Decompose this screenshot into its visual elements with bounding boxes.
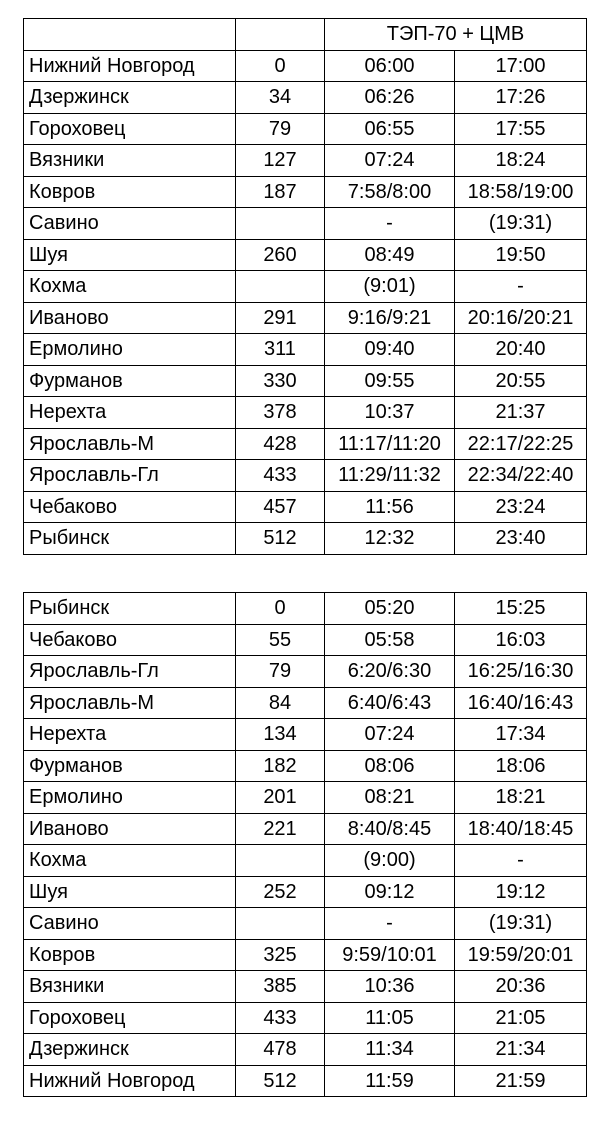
time-train-2: 18:21 <box>455 782 587 814</box>
table-row <box>24 397 587 429</box>
distance-km: 84 <box>236 687 325 719</box>
time-train-1: (9:01) <box>325 271 455 303</box>
time-train-2: 21:59 <box>455 1065 587 1097</box>
time-train-2: - <box>455 845 587 877</box>
time-train-2: 19:12 <box>455 876 587 908</box>
table-row <box>24 876 587 908</box>
time-train-2: 21:37 <box>455 397 587 429</box>
station-name: Ярославль-М <box>24 687 236 719</box>
time-train-1: 11:34 <box>325 1034 455 1066</box>
time-train-2: 18:58/19:00 <box>455 176 587 208</box>
station-name: Ермолино <box>24 782 236 814</box>
station-name: Нерехта <box>24 397 236 429</box>
station-name: Чебаково <box>24 624 236 656</box>
header-km-cell <box>236 19 325 51</box>
time-train-1: 7:58/8:00 <box>325 176 455 208</box>
table-row <box>24 145 587 177</box>
table-row <box>24 523 587 555</box>
time-train-2: 19:59/20:01 <box>455 939 587 971</box>
time-train-1: 11:59 <box>325 1065 455 1097</box>
distance-km: 187 <box>236 176 325 208</box>
time-train-1: 8:40/8:45 <box>325 813 455 845</box>
distance-km: 457 <box>236 491 325 523</box>
station-name: Кохма <box>24 271 236 303</box>
time-train-2: - <box>455 271 587 303</box>
distance-km: 512 <box>236 1065 325 1097</box>
station-name: Ковров <box>24 939 236 971</box>
station-name: Нерехта <box>24 719 236 751</box>
table-row <box>24 491 587 523</box>
table-row <box>24 365 587 397</box>
table-row <box>24 939 587 971</box>
table-row <box>24 1065 587 1097</box>
table-row <box>24 271 587 303</box>
distance-km: 330 <box>236 365 325 397</box>
station-name: Рыбинск <box>24 523 236 555</box>
table-row <box>24 971 587 1003</box>
distance-km <box>236 208 325 240</box>
time-train-2: 18:40/18:45 <box>455 813 587 845</box>
table-row <box>24 208 587 240</box>
time-train-1: 11:29/11:32 <box>325 460 455 492</box>
station-name: Савино <box>24 908 236 940</box>
station-name: Кохма <box>24 845 236 877</box>
table-row <box>24 593 587 625</box>
distance-km: 0 <box>236 593 325 625</box>
time-train-2: 16:03 <box>455 624 587 656</box>
time-train-2: 20:55 <box>455 365 587 397</box>
timetable-rybinsk-to-nizhny <box>23 592 587 1097</box>
station-name: Дзержинск <box>24 1034 236 1066</box>
time-train-2: 18:06 <box>455 750 587 782</box>
station-name: Фурманов <box>24 750 236 782</box>
time-train-1: - <box>325 908 455 940</box>
time-train-2: 23:24 <box>455 491 587 523</box>
time-train-2: 22:34/22:40 <box>455 460 587 492</box>
time-train-2: 21:34 <box>455 1034 587 1066</box>
time-train-2: 20:40 <box>455 334 587 366</box>
distance-km: 79 <box>236 656 325 688</box>
distance-km: 34 <box>236 82 325 114</box>
time-train-2: 16:40/16:43 <box>455 687 587 719</box>
time-train-1: 08:49 <box>325 239 455 271</box>
table-row <box>24 1034 587 1066</box>
distance-km: 378 <box>236 397 325 429</box>
time-train-1: 08:21 <box>325 782 455 814</box>
distance-km: 311 <box>236 334 325 366</box>
station-name: Ярославль-М <box>24 428 236 460</box>
table-row <box>24 750 587 782</box>
station-name: Ермолино <box>24 334 236 366</box>
train-label: ТЭП-70 + ЦМВ <box>325 19 587 51</box>
time-train-2: (19:31) <box>455 208 587 240</box>
time-train-2: 16:25/16:30 <box>455 656 587 688</box>
time-train-2: 17:34 <box>455 719 587 751</box>
table-row <box>24 302 587 334</box>
station-name: Чебаково <box>24 491 236 523</box>
station-name: Ковров <box>24 176 236 208</box>
station-name: Шуя <box>24 876 236 908</box>
table-row <box>24 1002 587 1034</box>
time-train-2: 18:24 <box>455 145 587 177</box>
time-train-2: 17:00 <box>455 50 587 82</box>
station-name: Ярославль-Гл <box>24 656 236 688</box>
station-name: Ярославль-Гл <box>24 460 236 492</box>
table-row <box>24 656 587 688</box>
time-train-2: 15:25 <box>455 593 587 625</box>
table-row <box>24 460 587 492</box>
distance-km: 252 <box>236 876 325 908</box>
distance-km: 433 <box>236 460 325 492</box>
station-name: Иваново <box>24 302 236 334</box>
station-name: Нижний Новгород <box>24 50 236 82</box>
station-name: Иваново <box>24 813 236 845</box>
table-row <box>24 908 587 940</box>
distance-km: 182 <box>236 750 325 782</box>
distance-km: 0 <box>236 50 325 82</box>
time-train-1: 9:59/10:01 <box>325 939 455 971</box>
distance-km: 127 <box>236 145 325 177</box>
time-train-2: 19:50 <box>455 239 587 271</box>
time-train-1: 05:58 <box>325 624 455 656</box>
time-train-2: 21:05 <box>455 1002 587 1034</box>
time-train-1: 06:00 <box>325 50 455 82</box>
distance-km: 428 <box>236 428 325 460</box>
distance-km: 134 <box>236 719 325 751</box>
station-name: Савино <box>24 208 236 240</box>
distance-km: 201 <box>236 782 325 814</box>
table-row <box>24 782 587 814</box>
time-train-2: 23:40 <box>455 523 587 555</box>
time-train-2: (19:31) <box>455 908 587 940</box>
time-train-1: 07:24 <box>325 719 455 751</box>
distance-km: 385 <box>236 971 325 1003</box>
table-row <box>24 113 587 145</box>
time-train-1: 11:17/11:20 <box>325 428 455 460</box>
distance-km: 478 <box>236 1034 325 1066</box>
table-row <box>24 624 587 656</box>
table-row <box>24 813 587 845</box>
time-train-1: 08:06 <box>325 750 455 782</box>
time-train-1: 12:32 <box>325 523 455 555</box>
distance-km: 325 <box>236 939 325 971</box>
time-train-1: 6:20/6:30 <box>325 656 455 688</box>
time-train-1: 09:12 <box>325 876 455 908</box>
time-train-2: 20:36 <box>455 971 587 1003</box>
station-name: Вязники <box>24 145 236 177</box>
table-row <box>24 845 587 877</box>
time-train-1: 9:16/9:21 <box>325 302 455 334</box>
time-train-1: 09:40 <box>325 334 455 366</box>
distance-km <box>236 845 325 877</box>
distance-km <box>236 908 325 940</box>
station-name: Рыбинск <box>24 593 236 625</box>
distance-km: 433 <box>236 1002 325 1034</box>
station-name: Фурманов <box>24 365 236 397</box>
time-train-1: 06:55 <box>325 113 455 145</box>
distance-km <box>236 271 325 303</box>
time-train-1: 6:40/6:43 <box>325 687 455 719</box>
time-train-2: 17:55 <box>455 113 587 145</box>
header-station-cell <box>24 19 236 51</box>
time-train-2: 22:17/22:25 <box>455 428 587 460</box>
time-train-1: 11:56 <box>325 491 455 523</box>
table-row <box>24 719 587 751</box>
distance-km: 291 <box>236 302 325 334</box>
table-row <box>24 176 587 208</box>
table-row <box>24 687 587 719</box>
time-train-1: (9:00) <box>325 845 455 877</box>
time-train-1: 06:26 <box>325 82 455 114</box>
time-train-1: - <box>325 208 455 240</box>
time-train-1: 10:37 <box>325 397 455 429</box>
time-train-1: 11:05 <box>325 1002 455 1034</box>
distance-km: 221 <box>236 813 325 845</box>
station-name: Нижний Новгород <box>24 1065 236 1097</box>
table-row <box>24 239 587 271</box>
distance-km: 260 <box>236 239 325 271</box>
time-train-1: 10:36 <box>325 971 455 1003</box>
station-name: Гороховец <box>24 1002 236 1034</box>
time-train-1: 09:55 <box>325 365 455 397</box>
station-name: Гороховец <box>24 113 236 145</box>
distance-km: 79 <box>236 113 325 145</box>
time-train-1: 05:20 <box>325 593 455 625</box>
table-row <box>24 428 587 460</box>
time-train-2: 20:16/20:21 <box>455 302 587 334</box>
table-row <box>24 82 587 114</box>
table-row <box>24 50 587 82</box>
table-row <box>24 334 587 366</box>
header-row <box>24 19 587 51</box>
time-train-2: 17:26 <box>455 82 587 114</box>
timetable-nizhny-to-rybinsk <box>23 18 587 555</box>
station-name: Вязники <box>24 971 236 1003</box>
station-name: Дзержинск <box>24 82 236 114</box>
time-train-1: 07:24 <box>325 145 455 177</box>
distance-km: 512 <box>236 523 325 555</box>
distance-km: 55 <box>236 624 325 656</box>
station-name: Шуя <box>24 239 236 271</box>
